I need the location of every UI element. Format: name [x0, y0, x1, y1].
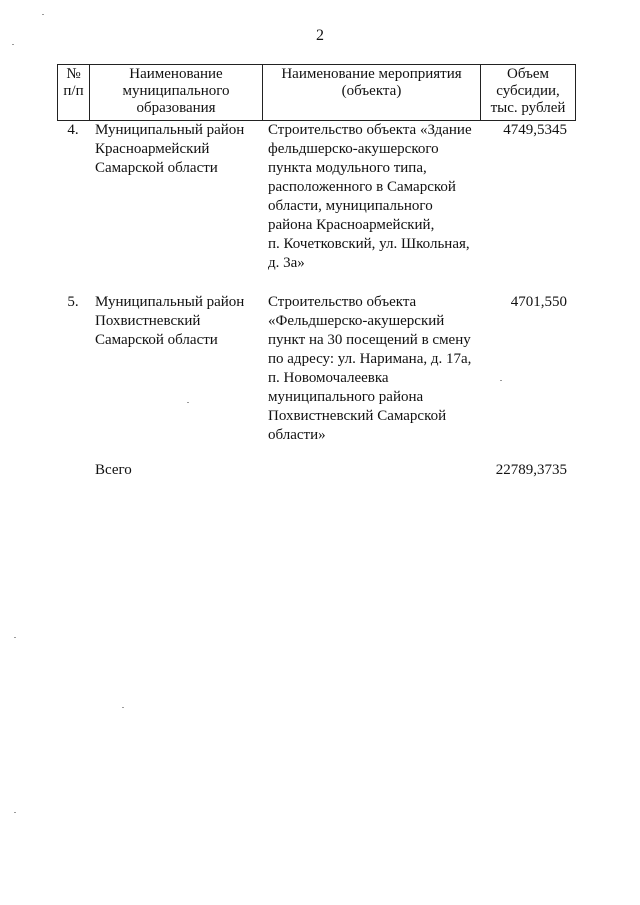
- row-event: [262, 293, 480, 461]
- scan-speck: [187, 402, 189, 403]
- header-amount-line: Объем: [507, 66, 549, 82]
- municipality-line: Муниципальный район: [95, 294, 245, 310]
- total-num-empty: [57, 461, 89, 480]
- header-municipality: [90, 65, 263, 121]
- row-event: [262, 121, 480, 293]
- header-amount-line: субсидии,: [496, 83, 560, 99]
- header-num: [58, 65, 90, 121]
- scan-speck: [14, 812, 16, 813]
- municipality-line: Муниципальный район: [95, 122, 245, 138]
- table-header: [57, 64, 576, 121]
- scan-speck: [12, 44, 14, 45]
- event-line: п. Новомочалеевка: [268, 370, 389, 386]
- municipality-line: Красноармейский: [95, 141, 210, 157]
- scan-speck: [122, 707, 124, 708]
- row-municipality: [89, 293, 262, 461]
- table-body: [57, 121, 575, 480]
- row-amount: 4701,550: [510, 294, 567, 310]
- row-num: 5.: [67, 294, 79, 310]
- header-num-line: п/п: [63, 83, 84, 99]
- event-line: пункта модульного типа,: [268, 160, 427, 176]
- event-line: муниципального района: [268, 389, 424, 405]
- row-municipality: [89, 121, 262, 293]
- header-event: [263, 65, 481, 121]
- event-line: Похвистневский Самарской: [268, 408, 447, 424]
- total-amount: 22789,3735: [495, 462, 567, 478]
- municipality-line: Похвистневский: [95, 313, 201, 329]
- scan-speck: [500, 380, 502, 381]
- header-event-line: (объекта): [341, 83, 402, 99]
- event-line: района Красноармейский,: [268, 217, 435, 233]
- row-amount: 4749,5345: [503, 122, 567, 138]
- header-municipality-line: Наименование: [129, 66, 223, 82]
- total-event-empty: [262, 461, 480, 480]
- municipality-line: Самарской области: [95, 332, 218, 348]
- header-num-line: №: [66, 66, 81, 82]
- event-line: д. 3а»: [268, 255, 305, 271]
- total-row: [57, 461, 575, 480]
- event-line: Строительство объекта: [268, 294, 417, 310]
- row-num: 4.: [67, 122, 79, 138]
- table-row: [57, 293, 575, 461]
- table-row: [57, 121, 575, 293]
- event-line: области, муниципального: [268, 198, 433, 214]
- header-municipality-line: муниципального: [122, 83, 230, 99]
- event-line: по адресу: ул. Наримана, д. 17а,: [268, 351, 472, 367]
- event-line: «Фельдшерско-акушерский: [268, 313, 445, 329]
- event-line: области»: [268, 427, 326, 443]
- header-amount-line: тыс. рублей: [490, 100, 566, 116]
- header-row: [58, 65, 576, 121]
- municipality-line: Самарской области: [95, 160, 218, 176]
- event-line: пункт на 30 посещений в смену: [268, 332, 471, 348]
- event-line: Строительство объекта «Здание: [268, 122, 472, 138]
- event-line: фельдшерско-акушерского: [268, 141, 439, 157]
- scan-speck: [42, 14, 44, 15]
- event-line: п. Кочетковский, ул. Школьная,: [268, 236, 470, 252]
- header-amount: [481, 65, 576, 121]
- header-event-line: Наименование мероприятия: [281, 66, 462, 82]
- header-municipality-line: образования: [136, 100, 216, 116]
- page-number: 2: [316, 27, 324, 44]
- scan-speck: [14, 637, 16, 638]
- event-line: расположенного в Самарской: [268, 179, 456, 195]
- total-label: Всего: [95, 462, 132, 478]
